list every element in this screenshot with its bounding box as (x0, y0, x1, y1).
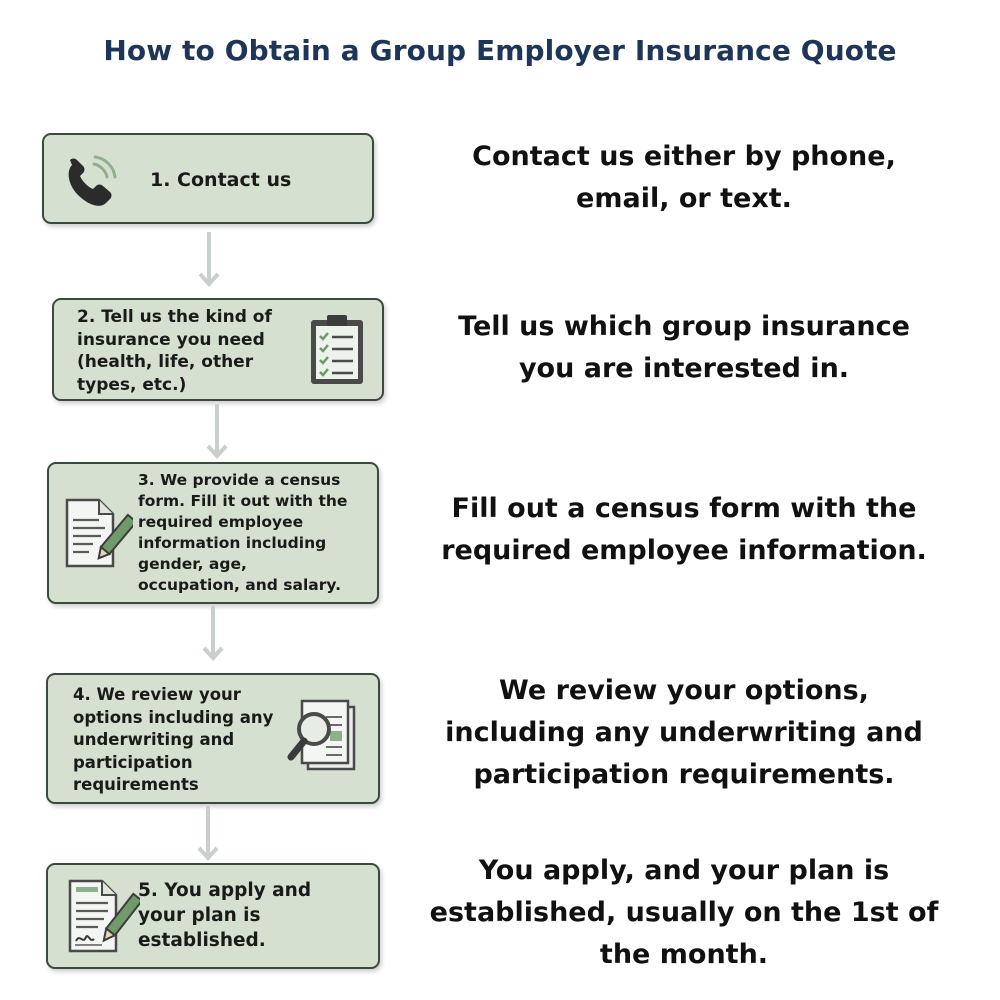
step-2-description: Tell us which group insurance you are interested in. (458, 311, 910, 384)
step-4-label: 4. We review your options including any underwriting and participation requirements (73, 685, 274, 794)
step-2-box (52, 298, 384, 401)
arrow-down-icon (197, 232, 221, 290)
signed-document-icon (66, 879, 140, 955)
arrow-down-icon (201, 606, 225, 664)
step-3-description: Fill out a census form with the required employee information. (441, 493, 927, 566)
step-3-box (47, 462, 379, 604)
step-5-label: 5. You apply and your plan is established. (138, 880, 312, 951)
page-title: How to Obtain a Group Employer Insurance Quote (103, 34, 897, 67)
step-3-label: 3. We provide a census form. Fill it out with the required employee information including gender, age, occupation, and salary. (138, 471, 348, 594)
document-pencil-icon (63, 498, 133, 570)
step-5-description: You apply, and your plan is established, usually on the 1st of the month. (429, 855, 939, 970)
step-1-label: 1. Contact us (150, 169, 292, 191)
step-2-label: 2. Tell us the kind of insurance you need (health, life, other types, etc.) (77, 307, 272, 395)
step-4-box (46, 673, 380, 804)
clipboard-icon (309, 314, 367, 388)
step-1-box (42, 133, 374, 224)
phone-icon (62, 155, 122, 213)
arrow-down-icon (196, 806, 220, 864)
step-1-description: Contact us either by phone, email, or text. (472, 141, 896, 214)
step-5-box (46, 863, 380, 969)
arrow-down-icon (205, 404, 229, 462)
step-4-description: We review your options, including any underwriting and participation requirements. (445, 675, 923, 790)
magnifier-document-icon (286, 699, 366, 779)
